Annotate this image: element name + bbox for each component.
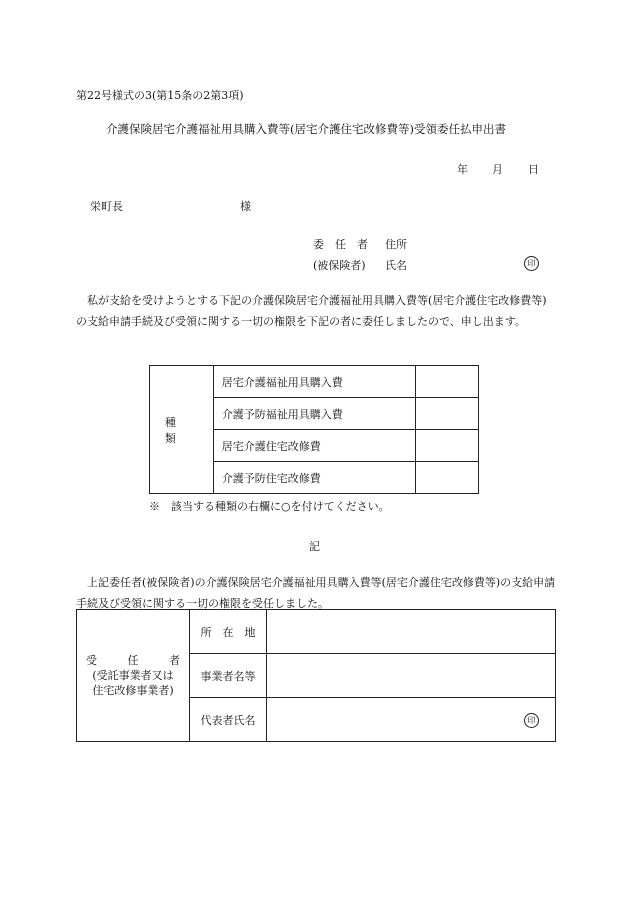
delegator-address-label: 住所 [385,238,407,251]
date-day-label: 日 [528,163,539,176]
type-check-cell[interactable] [416,462,479,494]
delegation-paragraph: 私が支給を受けようとする下記の介護保険居宅介護福祉用具購入費等(居宅介護住宅改修費等)の支給申請手続及び受領に関する一切の権限を下記の者に委任しましたので、申し出ます。 [76,294,547,328]
seal-text: 印 [524,256,539,271]
delegator-seal-mark [524,256,539,271]
type-selection-table [149,365,479,494]
type-check-cell[interactable] [416,430,479,462]
receiver-header-line1: 受任者 [86,654,180,667]
acceptance-paragraph: 上記委任者(被保険者)の介護保険居宅介護福祉用具購入費等(居宅介護住宅改修費等)の支給申請手続及び受領に関する一切の権限を受任しました。 [76,576,556,610]
receiver-business-label: 事業者名等 [190,654,267,698]
receiver-business-field[interactable] [267,654,556,698]
delegator-name-label: 氏名 [385,259,407,272]
type-check-cell[interactable] [416,366,479,398]
type-label: 居宅介護住宅改修費 [213,430,416,462]
type-header: 種類 [150,366,214,494]
receiver-header [77,610,190,742]
date-year-label: 年 [457,163,468,176]
type-check-cell[interactable] [416,398,479,430]
type-label: 居宅介護福祉用具購入費 [213,366,416,398]
insured-label: (被保険者) [313,259,366,272]
addressee-honorific: 様 [240,200,251,213]
form-number: 第22号様式の3(第15条の2第3項) [76,89,244,102]
document-title: 介護保険居宅介護福祉用具購入費等(居宅介護住宅改修費等)受領委任払申出書 [106,122,506,136]
type-label: 介護予防住宅改修費 [213,462,416,494]
table-row [150,366,479,398]
receiver-header-line2: (受託事業者又は [92,669,174,682]
receiver-seal-mark: 印 [524,713,539,728]
receiver-representative-label: 代表者氏名 [190,698,267,742]
ki-heading: 記 [309,540,320,553]
type-label: 介護予防福祉用具購入費 [213,398,416,430]
receiver-address-field[interactable] [267,610,556,654]
delegator-label: 委 任 者 [313,238,368,251]
addressee-name: 栄町長 [90,200,123,213]
receiver-table [76,609,556,742]
date-month-label: 月 [492,163,503,176]
table-row [77,610,556,654]
receiver-representative-field[interactable] [267,698,556,742]
selection-note: ※ 該当する種類の右欄に○を付けてください。 [149,500,390,513]
receiver-header-line3: 住宅改修事業者) [92,684,174,697]
receiver-address-label: 所 在 地 [190,610,267,654]
